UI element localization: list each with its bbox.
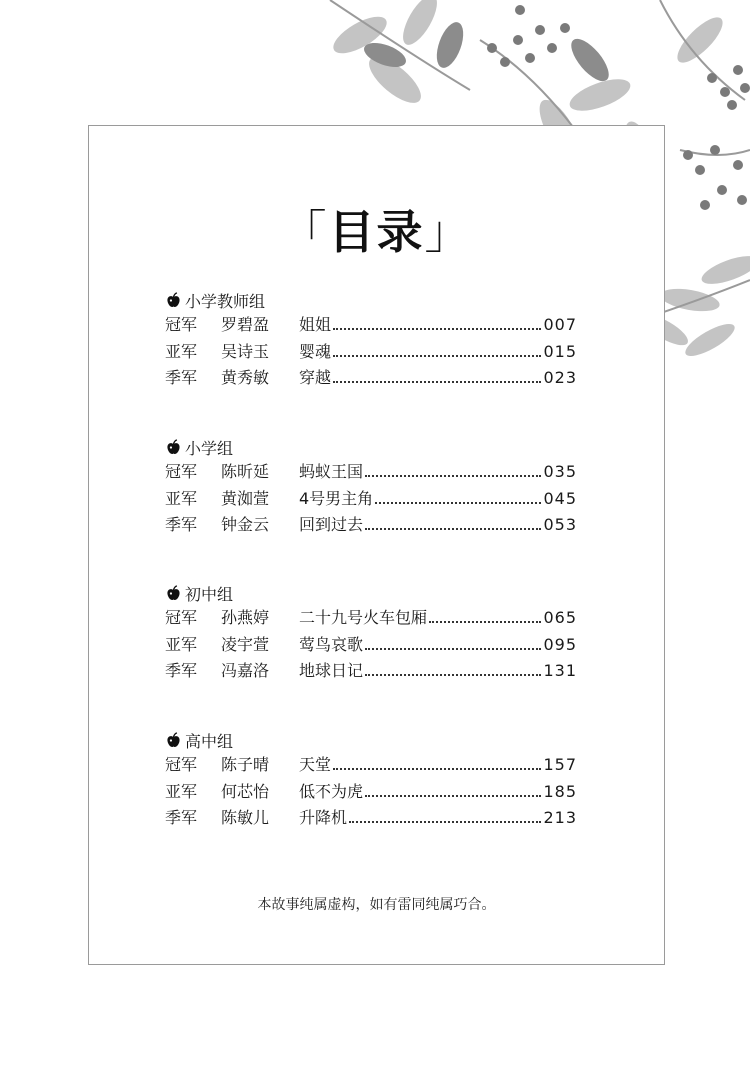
entry-title: 地球日记	[299, 661, 364, 680]
entry-title: 穿越	[299, 368, 332, 387]
group-name: 初中组	[185, 584, 234, 604]
leader-dots	[333, 355, 541, 357]
toc-entry[interactable]	[165, 486, 577, 513]
toc-entry[interactable]	[165, 658, 577, 685]
toc-entry[interactable]	[165, 805, 577, 832]
entry-author: 黄洳萱	[221, 488, 270, 508]
toc-group-teachers	[165, 288, 577, 392]
entry-title: 升降机	[299, 808, 348, 827]
leader-dots	[375, 502, 541, 504]
title-bracket-close: 」	[424, 205, 473, 259]
entry-page: 157	[543, 755, 577, 774]
group-name: 小学组	[185, 438, 234, 458]
toc-entry[interactable]	[165, 312, 577, 339]
entry-rank: 季军	[165, 368, 198, 387]
entry-rank: 冠军	[165, 315, 198, 334]
entry-author: 陈子晴	[221, 755, 270, 774]
toc-entry[interactable]	[165, 512, 577, 539]
leader-dots	[333, 328, 541, 330]
group-heading	[165, 435, 577, 459]
entry-rank: 亚军	[165, 341, 198, 361]
entry-page: 065	[543, 608, 577, 627]
toc-group-senior-high	[165, 728, 577, 832]
entry-rank: 亚军	[165, 781, 198, 801]
entry-rank: 冠军	[165, 755, 198, 774]
group-heading	[165, 728, 577, 752]
entry-page: 035	[543, 462, 577, 481]
toc-group-junior-high	[165, 581, 577, 685]
leader-dots	[365, 475, 541, 477]
entry-author: 凌宇萱	[221, 634, 270, 654]
leader-dots	[365, 648, 541, 650]
entry-page: 023	[543, 368, 577, 387]
leader-dots	[429, 621, 541, 623]
toc-entry[interactable]	[165, 365, 577, 392]
title-text: 目录	[328, 205, 425, 259]
entry-title: 天堂	[299, 755, 332, 774]
toc-entry[interactable]	[165, 339, 577, 366]
entry-author: 陈昕延	[221, 462, 270, 481]
leader-dots	[333, 768, 541, 770]
entry-author: 罗碧盈	[221, 315, 270, 334]
leader-dots	[365, 795, 541, 797]
title-bracket-open: 「	[280, 205, 329, 259]
entry-title: 4号男主角	[299, 488, 374, 508]
toc-entry[interactable]	[165, 632, 577, 659]
group-heading	[165, 288, 577, 312]
entry-page: 131	[543, 661, 577, 680]
entry-page: 007	[543, 315, 577, 334]
entry-rank: 季军	[165, 808, 198, 827]
entry-page: 213	[543, 808, 577, 827]
entry-title: 蚂蚁王国	[299, 462, 364, 481]
leader-dots	[365, 528, 541, 530]
disclaimer-text: 本故事纯属虚构，如有雷同纯属巧合。	[257, 897, 496, 913]
entry-title: 莺鸟哀歌	[299, 634, 364, 654]
apple-icon	[165, 732, 182, 749]
entry-page: 095	[543, 634, 577, 654]
leader-dots	[365, 674, 541, 676]
entry-title: 婴魂	[299, 341, 332, 361]
toc-entry[interactable]	[165, 752, 577, 779]
apple-icon	[165, 439, 182, 456]
entry-author: 孙燕婷	[221, 608, 270, 627]
entry-author: 陈敏儿	[221, 808, 270, 827]
toc-entry[interactable]	[165, 779, 577, 806]
entry-page: 185	[543, 781, 577, 801]
entry-title: 低不为虎	[299, 781, 364, 801]
entry-rank: 冠军	[165, 608, 198, 627]
apple-icon	[165, 585, 182, 602]
entry-author: 黄秀敏	[221, 368, 270, 387]
entry-rank: 亚军	[165, 634, 198, 654]
toc-group-primary	[165, 435, 577, 539]
group-heading	[165, 581, 577, 605]
entry-title: 二十九号火车包厢	[299, 608, 428, 627]
group-name: 小学教师组	[185, 291, 266, 311]
entry-title: 姐姐	[299, 315, 332, 334]
entry-rank: 亚军	[165, 488, 198, 508]
toc-entry[interactable]	[165, 459, 577, 486]
entry-rank: 季军	[165, 515, 198, 534]
leader-dots	[349, 821, 541, 823]
entry-page: 053	[543, 515, 577, 534]
entry-title: 回到过去	[299, 515, 364, 534]
page-title	[89, 196, 664, 262]
group-name: 高中组	[185, 731, 234, 751]
entry-rank: 季军	[165, 661, 198, 680]
toc-frame	[88, 125, 665, 965]
entry-page: 015	[543, 341, 577, 361]
toc-entry[interactable]	[165, 605, 577, 632]
entry-author: 吴诗玉	[221, 341, 270, 361]
entry-author: 钟金云	[221, 515, 270, 534]
entry-page: 045	[543, 488, 577, 508]
entry-rank: 冠军	[165, 462, 198, 481]
leader-dots	[333, 381, 541, 383]
apple-icon	[165, 292, 182, 309]
entry-author: 何芯怡	[221, 781, 270, 801]
entry-author: 冯嘉洛	[221, 661, 270, 680]
